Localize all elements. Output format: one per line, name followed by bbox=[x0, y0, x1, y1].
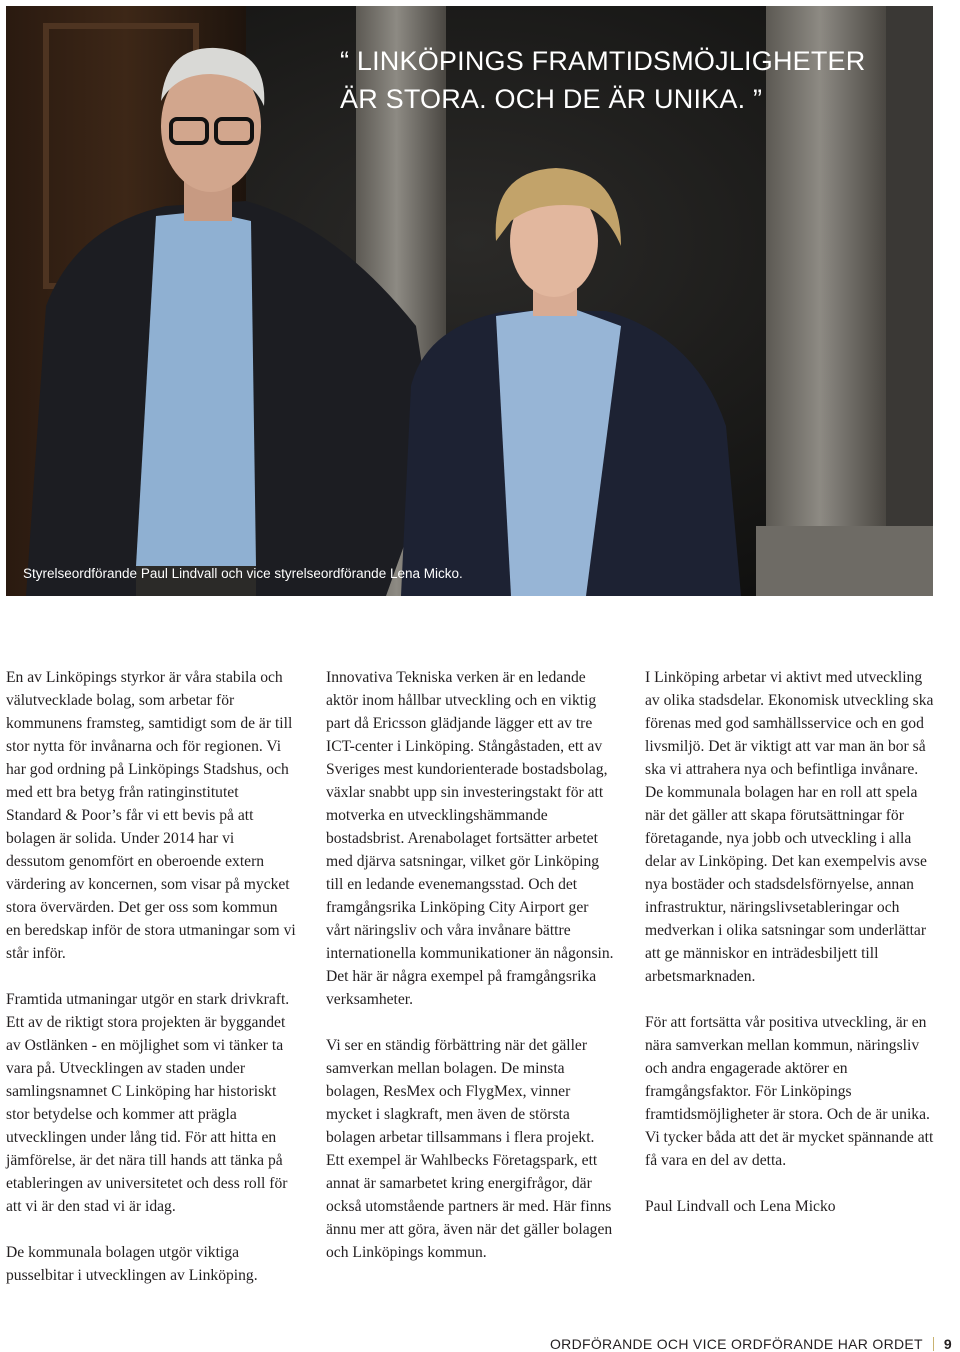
text-column-1 bbox=[6, 666, 296, 1310]
photo-caption: Styrelseordförande Paul Lindvall och vice styrelseordförande Lena Micko. bbox=[23, 566, 463, 581]
pull-quote-line-1: “ LINKÖPINGS FRAMTIDSMÖJLIGHETER bbox=[340, 46, 866, 76]
paragraph: Innovativa Tekniska verken är en ledande aktör inom hållbar utveckling och en viktig part då Ericsson glädjande lägger ett av tre ICT-center i Linköping. Stångåstaden, ett av Sveriges mest kundorienterade bostadsbolag, växlar snabbt upp sin investeringstakt för att motverka en utvecklingshämmande bostadsbrist. Arenabolaget fortsätter arbetet med djärva satsningar, vilket gör Linköping till en ledande evenemangsstad. Och det framgångsrika Linköping City Airport ger vårt näringsliv och våra invånare bättre internationella kommunikationer än någonsin. Det här är några exempel på framgångsrika verksamheter. bbox=[326, 669, 614, 1008]
paragraph: De kommunala bolagen utgör viktiga pusselbitar i utvecklingen av Linköping. bbox=[6, 1244, 258, 1284]
page-footer bbox=[550, 1336, 952, 1352]
text-column-3 bbox=[645, 666, 935, 1241]
paragraph: Framtida utmaningar utgör en stark drivkraft. Ett av de riktigt stora projekten är byggandet av Ostlänken - en möjlighet som vi tänker ta vara på. Utvecklingen av staden under samlingsnamnet C Linköping har historiskt stor betydelse och kommer att prägla utvecklingen under lång tid. För att hitta en jämförelse, är det nära till hands att tänka på etableringen av universitetet och dess roll för att vi är den stad vi är idag. bbox=[6, 991, 290, 1215]
paragraph: I Linköping arbetar vi aktivt med utveckling av olika stadsdelar. Ekonomisk utveckling ska förenas med god samhällsservice och en god livsmiljö. Det är viktigt att var man än bor så ska vi attrahera nya och befintliga invånare. De kommunala bolagen har en roll att spela när det gäller att skapa förutsättningar för företagande, nya jobb och utveckling i alla delar av Linköping. Det kan exempelvis avse nya bostäder och stadsdelsförnyelse, annan infrastruktur, näringslivsetableringar och medverkan i olika satsningar som underlättar att ge människor en inträdesbiljett till arbetsmarknaden. bbox=[645, 669, 934, 985]
text-column-2 bbox=[326, 666, 616, 1287]
paragraph: För att fortsätta vår positiva utveckling, är en nära samverkan mellan kommun, näringsliv och andra engagerade aktörer en framgångsfaktor. För Linköpings framtidsmöjligheter är stora. Och de är unika. Vi tycker båda att det är mycket spännande att få vara en del av detta. bbox=[645, 1014, 934, 1169]
paragraph: Vi ser en ständig förbättring när det gäller samverkan mellan bolagen. De minsta bolagen, ResMex och FlygMex, vinner mycket i slagkraft, men även de största bolagen arbetar tillsammans i flera projekt. Ett exempel är Wahlbecks Företagspark, ett annat är samarbetet kring energifrågor, där också utomstående partners är med. Här finns ännu mer att göra, även när det gäller bolagen och Linköpings kommun. bbox=[326, 1037, 613, 1261]
pull-quote-line-2: ÄR STORA. OCH DE ÄR UNIKA. ” bbox=[340, 84, 763, 114]
footer-divider bbox=[933, 1337, 934, 1351]
paragraph: En av Linköpings styrkor är våra stabila och välutvecklade bolag, som arbetar för kommunens framsteg, samtidigt som de är till stor nytta för invånarna och för regionen. Vi har god ordning på Linköpings Stadshus, och med ett bra betyg från ratinginstitutet Standard & Poor’s får vi ett bevis på att bolagen är solida. Under 2014 har vi dessutom genomfört en oberoende extern värdering av koncernen, som visar på mycket stora övervärden. Det ger oss som kommun en beredskap inför de stora utmaningar som vi står inför. bbox=[6, 669, 296, 962]
page-number: 9 bbox=[943, 1336, 952, 1352]
pull-quote bbox=[340, 42, 910, 118]
footer-section-title: ORDFÖRANDE OCH VICE ORDFÖRANDE HAR ORDET bbox=[549, 1336, 923, 1352]
signature-names: Paul Lindvall och Lena Micko bbox=[645, 1198, 836, 1215]
